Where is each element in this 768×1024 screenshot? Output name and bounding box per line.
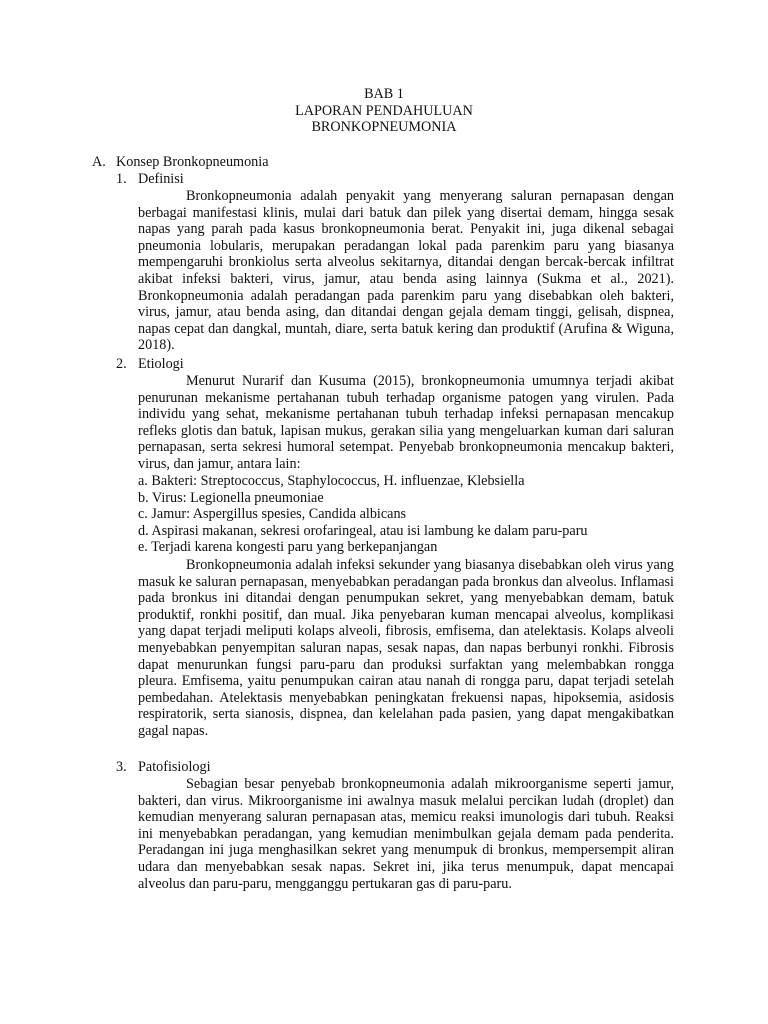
subsection-number: 3. xyxy=(116,759,127,775)
report-title: LAPORAN PENDAHULUAN xyxy=(295,102,473,119)
patofisiologi-paragraph xyxy=(138,776,674,892)
subsection-title: Patofisiologi xyxy=(138,759,211,775)
list-item: b. Virus: Legionella pneumoniae xyxy=(138,489,324,506)
subsection-definisi-heading xyxy=(116,171,184,188)
paragraph-text: Sebagian besar penyebab bronkopneumonia adalah mikroorganisme seperti jamur, bakteri, dan virus. Mikroorganisme ini awalnya masuk melalui percikan ludah (droplet) dan kemudian menyerang saluran pernapasan atas, memicu reaksi imunologis dari tubuh. Reaksi ini menyebabkan peradangan, yang kemudian menimbulkan gejala demam pada penderita. Peradangan ini juga menghasilkan sekret yang menumpuk di bronkus, mempersempit aliran udara dan menyebabkan sesak napas. Sekret ini, jika terus menumpuk, dapat mencapai alveolus dan paru-paru, mengganggu pertukaran gas di paru-paru. xyxy=(138,776,674,892)
section-a-heading xyxy=(92,154,269,171)
list-item: e. Terjadi karena kongesti paru yang berkepanjangan xyxy=(138,539,438,556)
definisi-paragraph xyxy=(138,188,674,354)
chapter-heading xyxy=(0,86,768,136)
subsection-title: Etiologi xyxy=(138,356,184,372)
etiologi-paragraph-2 xyxy=(138,557,674,740)
paragraph-text: Bronkopneumonia adalah penyakit yang menyerang saluran pernapasan dengan berbagai manifestasi klinis, mulai dari batuk dan pilek yang disertai demam, hingga sesak napas yang parah pada kasus bronkopneumonia berat. Penyakit ini, juga dikenal sebagai pneumonia lobularis, merupakan peradangan lokal pada parenkim paru yang biasanya mempengaruhi bronkiolus serta alveolus sekitarnya, ditandai dengan bercak-bercak infiltrat akibat infeksi bakteri, virus, jamur, atau benda asing lainnya (Sukma et al., 2021). Bronkopneumonia adalah peradangan pada parenkim paru yang disebabkan oleh bakteri, virus, jamur, atau benda asing, dan ditandai dengan gejala demam tinggi, gelisah, dispnea, napas cepat dan dangkal, muntah, diare, serta batuk kering dan produktif (Arufina & Wiguna, 2018). xyxy=(138,188,674,354)
etiologi-paragraph-1 xyxy=(138,373,674,473)
subsection-number: 2. xyxy=(116,356,127,372)
subsection-patofisiologi-heading xyxy=(116,759,211,776)
subsection-etiologi-heading xyxy=(116,356,184,373)
section-a-title: Konsep Bronkopneumonia xyxy=(116,154,269,170)
paragraph-text: Bronkopneumonia adalah infeksi sekunder yang biasanya disebabkan oleh virus yang masuk ke saluran pernapasan, menyebabkan peradangan pada bronkus dan alveolus. Inflamasi pada bronkus ini ditandai dengan penumpukan sekret, yang menyebabkan demam, batuk produktif, ronkhi positif, dan mual. Jika penyebaran kuman mencapai alveolus, komplikasi yang dapat terjadi meliputi kolaps alveoli, fibrosis, emfisema, dan atelektasis. Kolaps alveoli menyebabkan penyempitan saluran napas, sesak napas, dan napas berbunyi ronkhi. Fibrosis dapat menurunkan fungsi paru-paru dan produksi surfaktan yang melembabkan rongga pleura. Emfisema, yaitu penumpukan cairan atau nanah di rongga paru, dapat terjadi setelah pembedahan. Atelektasis menyebabkan peningkatan frekuensi napas, hipoksemia, asidosis respiratorik, serta sianosis, dispnea, dan kelelahan pada pasien, yang dapat mengakibatkan gagal napas. xyxy=(138,557,674,739)
paragraph-text: Menurut Nurarif dan Kusuma (2015), bronkopneumonia umumnya terjadi akibat penurunan mekanisme pertahanan tubuh terhadap organisme patogen yang virulen. Pada individu yang sehat, mekanisme pertahanan tubuh terhadap infeksi pernapasan mencakup refleks glotis dan batuk, lapisan mukus, gerakan silia yang mengeluarkan kuman dari saluran pernapasan, serta sekresi humoral setempat. Penyebab bronkopneumonia mencakup bakteri, virus, dan jamur, antara lain: xyxy=(138,373,674,472)
section-a-marker: A. xyxy=(92,154,106,170)
list-item: c. Jamur: Aspergillus spesies, Candida albicans xyxy=(138,506,407,523)
list-item: a. Bakteri: Streptococcus, Staphylococcus, H. influenzae, Klebsiella xyxy=(138,473,525,489)
topic-title: BRONKOPNEUMONIA xyxy=(311,119,457,135)
etiologi-cause-list xyxy=(138,473,674,556)
subsection-title: Definisi xyxy=(138,171,184,187)
list-item: d. Aspirasi makanan, sekresi orofaringeal, atau isi lambung ke dalam paru-paru xyxy=(138,522,588,539)
chapter-number: BAB 1 xyxy=(364,86,404,102)
subsection-number: 1. xyxy=(116,171,127,187)
